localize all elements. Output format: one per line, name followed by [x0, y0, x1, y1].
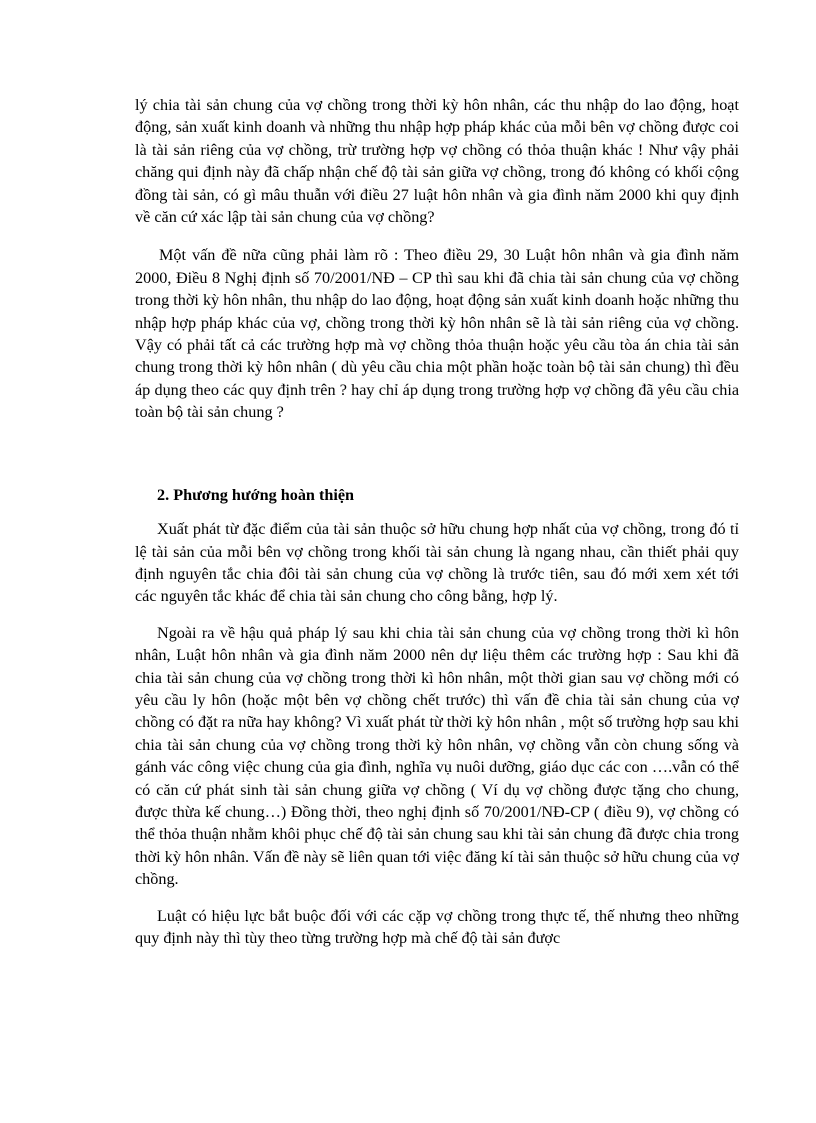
- document-page: [135, 94, 739, 949]
- paragraph-continuation: lý chia tài sản chung của vợ chồng trong thời kỳ hôn nhân, các thu nhập do lao động, hoạt động, sản xuất kinh doanh và những thu nhập hợp pháp khác của mỗi bên vợ chồng được coi là tài sản riêng của vợ chồng, trừ trường hợp vợ chồng có thỏa thuận khác ! Như vậy phải chăng qui định này đã chấp nhận chế độ tài sản giữa vợ chồng, trong đó không có khối cộng đồng tài sản, có gì mâu thuẫn với điều 27 luật hôn nhân và gia đình năm 2000 khi quy định về căn cứ xác lập tài sản chung của vợ chồng?: [135, 96, 739, 227]
- paragraph-consequences: Ngoài ra về hậu quả pháp lý sau khi chia tài sản chung của vợ chồng trong thời kì hôn nhân, Luật hôn nhân và gia đình năm 2000 nên dự liệu thêm các trường hợp : Sau khi đã chia tài sản chung của vợ chồng trong thời kì hôn nhân, một thời gian sau vợ chồng mới có yêu cầu ly hôn (hoặc một bên vợ chồng chết trước) thì vấn đề chia tài sản chung của vợ chồng có đặt ra nữa hay không? Vì xuất phát từ thời kỳ hôn nhân , một số trường hợp sau khi chia tài sản chung của vợ chồng trong thời kỳ hôn nhân, vợ chồng vẫn còn chung sống và gánh vác công việc chung của gia đình, nghĩa vụ nuôi dưỡng, giáo dục các con ….vẫn có thể có căn cứ phát sinh tài sản chung giữa vợ chồng ( Ví dụ vợ chồng được tặng cho chung, được thừa kế chung…) Đồng thời, theo nghị định số 70/2001/NĐ-CP ( điều 9), vợ chồng có thể thỏa thuận nhằm khôi phục chế độ tài sản chung sau khi tài sản chung đã được chia trong thời kỳ hôn nhân. Vấn đề này sẽ liên quan tới việc đăng kí tài sản thuộc sở hữu chung của vợ chồng.: [135, 623, 739, 889]
- paragraph-law-effect: Luật có hiệu lực bắt buộc đối với các cặp vợ chồng trong thực tế, thế nhưng theo những quy định này thì tùy theo từng trường hợp mà chế độ tài sản được: [135, 906, 739, 947]
- paragraph-principle: Xuất phát từ đặc điểm của tài sản thuộc sở hữu chung hợp nhất của vợ chồng, trong đó tỉ lệ tài sản của mỗi bên vợ chồng trong khối tài sản chung là ngang nhau, cần thiết phải quy định nguyên tắc chia đôi tài sản chung của vợ chồng là trước tiên, sau đó mới xem xét tới các nguyên tắc khác để chia tài sản chung cho công bằng, hợp lý.: [135, 520, 739, 606]
- paragraph-question: Một vấn đề nữa cũng phải làm rõ : Theo điều 29, 30 Luật hôn nhân và gia đình năm 2000, Điều 8 Nghị định số 70/2001/NĐ – CP thì sau khi đã chia tài sản chung của vợ chồng trong thời kỳ hôn nhân, thu nhập do lao động, hoạt động sản xuất kinh doanh hoặc những thu nhập hợp pháp khác của vợ, chồng trong thời kỳ hôn nhân sẽ là tài sản riêng của vợ chồng. Vậy có phải tất cả các trường hợp mà vợ chồng thỏa thuận hoặc yêu cầu tòa án chia tài sản chung trong thời kỳ hôn nhân ( dù yêu cầu chia một phần hoặc toàn bộ tài sản chung) thì đều áp dụng theo các quy định trên ? hay chỉ áp dụng trong trường hợp vợ chồng đã yêu cầu chia toàn bộ tài sản chung ?: [135, 246, 739, 422]
- section-heading: 2. Phương hướng hoàn thiện: [157, 485, 355, 504]
